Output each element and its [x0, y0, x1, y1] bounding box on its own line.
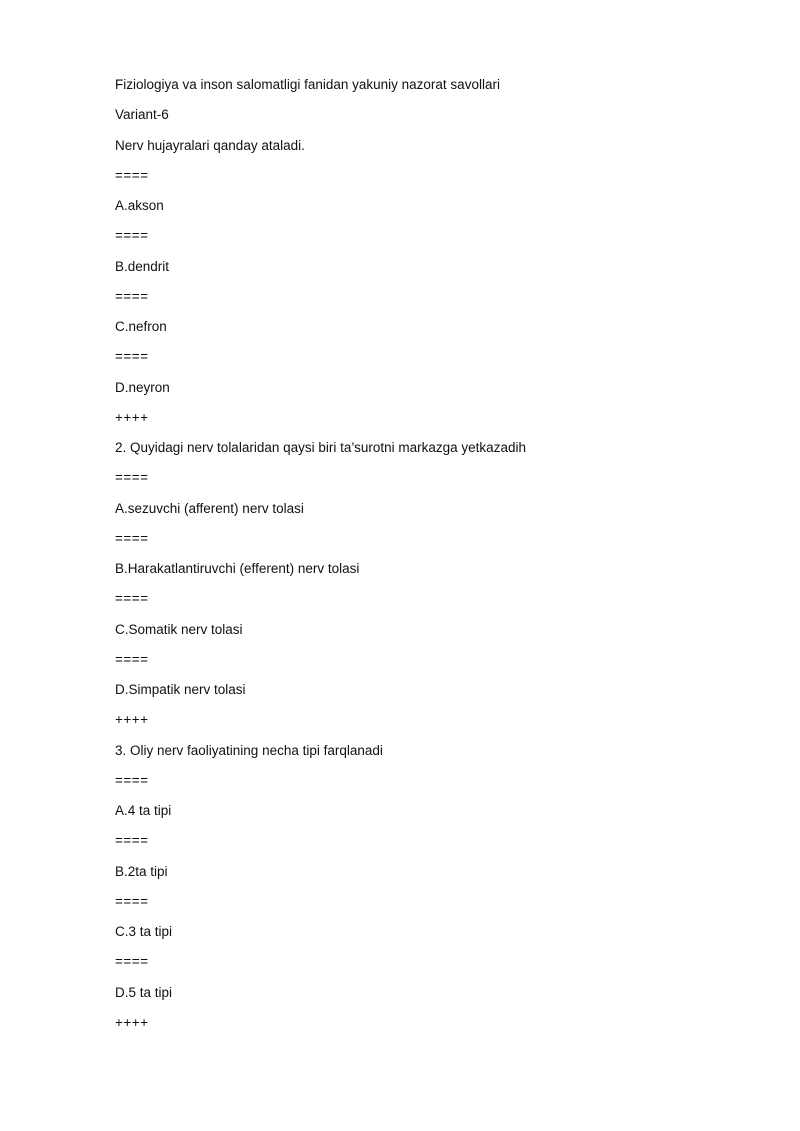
document-title: Fiziologiya va inson salomatligi fanidan yakuniy nazorat savollari: [115, 77, 500, 92]
option-separator: ====: [115, 591, 149, 607]
question-3-text: 3. Oliy nerv faoliyatining necha tipi farqlanadi: [115, 742, 383, 758]
option-separator: ====: [115, 954, 149, 970]
option-separator: ====: [115, 228, 149, 244]
option-separator: ====: [115, 349, 149, 365]
question-3-option-b: B.2ta tipi: [115, 863, 168, 879]
option-separator: ====: [115, 651, 149, 667]
option-separator: ====: [115, 470, 149, 486]
option-separator: ====: [115, 288, 149, 304]
question-2-option-c: C.Somatik nerv tolasi: [115, 621, 243, 637]
question-2-option-a: A.sezuvchi (afferent) nerv tolasi: [115, 500, 304, 516]
option-separator: ====: [115, 167, 149, 183]
option-separator: ====: [115, 893, 149, 909]
document-body: [115, 75, 735, 1043]
option-separator: ====: [115, 833, 149, 849]
question-2-option-b: B.Harakatlantiruvchi (efferent) nerv tolasi: [115, 561, 360, 576]
question-2-option-d: D.Simpatik nerv tolasi: [115, 682, 246, 697]
question-3-option-a: A.4 ta tipi: [115, 803, 172, 818]
option-separator: ====: [115, 772, 149, 788]
variant-label: Variant-6: [115, 107, 169, 123]
option-separator: ====: [115, 530, 149, 546]
question-1-option-d: D.neyron: [115, 379, 170, 395]
question-1-option-c: C.nefron: [115, 319, 167, 334]
question-separator: ++++: [115, 712, 149, 728]
question-1-option-a: A.akson: [115, 198, 164, 213]
question-2-text: 2. Quyidagi nerv tolalaridan qaysi biri ta’surotni markazga yetkazadih: [115, 440, 526, 455]
question-3-option-d: D.5 ta tipi: [115, 984, 173, 1000]
question-separator: ++++: [115, 409, 149, 425]
question-1-option-b: B.dendrit: [115, 258, 170, 274]
question-separator: ++++: [115, 1014, 149, 1030]
question-3-option-c: C.3 ta tipi: [115, 924, 173, 939]
question-1-text: Nerv hujayralari qanday ataladi.: [115, 137, 305, 153]
